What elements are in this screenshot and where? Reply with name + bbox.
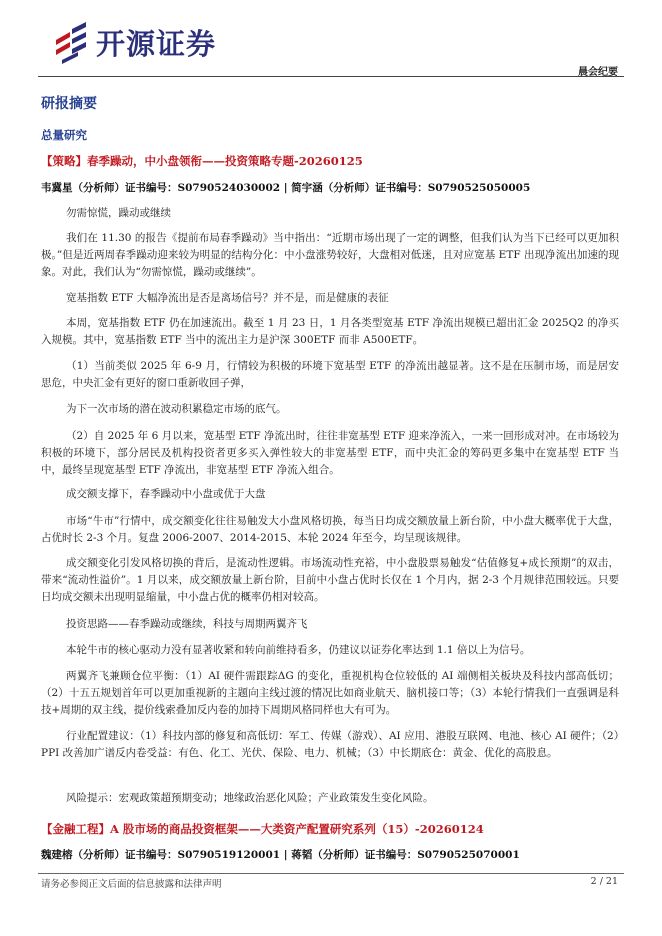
paragraph: 本周，宽基指数 ETF 仍在加速流出。截至 1 月 23 日，1 月各类型宽基 ETF 净流出规模已超出汇金 2025Q2 的净买入规模。其中，宽基指数 ETF 当中的流出主力是沪深 300ETF 而非 A500ETF。 [41,317,619,346]
section-title: 研报摘要 [41,96,97,112]
paragraph: 宽基指数 ETF 大幅净流出是否是离场信号？并不是，而是健康的表征 [66,292,389,304]
footer-divider [38,873,624,874]
paragraph: 风险提示：宏观政策超预期变动；地缘政治恶化风险；产业政策发生变化风险。 [66,792,434,804]
subsection-title: 总量研究 [41,128,87,142]
article-title-quant: 【金融工程】A 股市场的商品投资框架——大类资产配置研究系列（15）-20260124 [41,822,484,836]
paragraph: 成交额支撑下，春季躁动中小盘或优于大盘 [66,488,266,500]
page-number: 2 / 21 [590,876,618,887]
paragraph: 两翼齐飞兼顾仓位平衡：（1）AI 硬件需跟踪ΔG 的变化，重视机构仓位较低的 AI 端侧相关板块及科技内部高低切；（2）十五五规划首年可以更加重视新的主题向主线过渡的情况比如商业航天、脑机接口等；（3）本轮行情我们一直强调是科技+周期的双主线，提价线索叠加反内卷的加持下周期风格同样也大有可为。 [41,670,619,716]
company-name: 开源证券 [96,27,217,61]
paragraph: 市场“牛市”行情中，成交额变化往往易触发大小盘风格切换，每当日均成交额放量上新台阶，中小盘大概率优于大盘，占优时长 2-3 个月。复盘 2006-2007、2014-2015、本轮 2024 年至今，均呈现该规律。 [41,515,619,544]
article-authors-strategy: 韦冀星（分析师）证书编号：S0790524030002 | 简宇涵（分析师）证书编号：S0790525050005 [41,182,531,194]
article-title-strategy: 【策略】春季躁动，中小盘领衔——投资策略专题-20260125 [41,154,363,168]
paragraph: 行业配置建议：（1）科技内部的修复和高低切：军工、传媒（游戏）、AI 应用、港股互联网、电池、核心 AI 硬件；（2）PPI 改善加广谱反内卷受益：有色、化工、光伏、保险、电力、机械；（3）中长期底仓：黄金、优化的高股息。 [41,730,619,759]
paragraph: 投资思路——春季躁动或继续，科技与周期两翼齐飞 [66,618,308,630]
report-type: 晨会纪要 [578,67,618,78]
paragraph: 我们在 11.30 的报告《提前布局春季躁动》当中指出：“近期市场出现了一定的调整，但我们认为当下已经可以更加积极。”但是近两周春季躁动迎来较为明显的结构分化：中小盘涨势较好，大盘相对低迷，且对应宽基 ETF 出现净流出加速的现象。对此，我们认为“勿需惊慌，躁动或继续”。 [41,232,619,278]
logo-mark-icon [52,20,92,64]
paragraph: 成交额变化引发风格切换的背后，是流动性逻辑。市场流动性充裕，中小盘股票易触发“估值修复+成长预期”的双击，带来“流动性溢价”。1 月以来，成交额放量上新台阶，目前中小盘占优时长仅在 1 个月内，据 2-3 个月规律范围较远。只要日均成交额未出现明显缩量，中小盘占优的概率仍相对较高。 [41,557,619,603]
header-divider [38,76,624,77]
footer-disclaimer: 请务必参阅正文后面的信息披露和法律声明 [41,879,222,890]
article-authors-quant: 魏建榕（分析师）证书编号：S0790519120001 | 蒋韬（分析师）证书编号：S0790525070001 [41,849,520,861]
paragraph: （2）自 2025 年 6 月以来，宽基型 ETF 净流出时，往往非宽基型 ETF 迎来净流入，一来一回形成对冲。在市场较为积极的环境下，部分居民及机构投资者更多买入弹性较大的非宽基型 ETF，而中央汇金的筹码更多集中在宽基型 ETF 当中，最终呈现宽基型 ETF 净流出，非宽基型 ETF 净流入组合。 [41,430,619,476]
paragraph: 为下一次市场的潜在波动积累稳定市场的底气。 [66,403,287,415]
company-logo [52,20,252,64]
paragraph: 本轮牛市的核心驱动力没有显著收紧和转向前维持看多，仍建议以证券化率达到 1.1 倍以上为信号。 [66,644,531,656]
paragraph: 勿需惊慌，躁动或继续 [66,207,171,219]
paragraph: （1）当前类似 2025 年 6-9 月，行情较为积极的环境下宽基型 ETF 的净流出越显著。这不是在压制市场，而是居安思危，中央汇金有更好的窗口重新收回子弹， [41,360,619,389]
